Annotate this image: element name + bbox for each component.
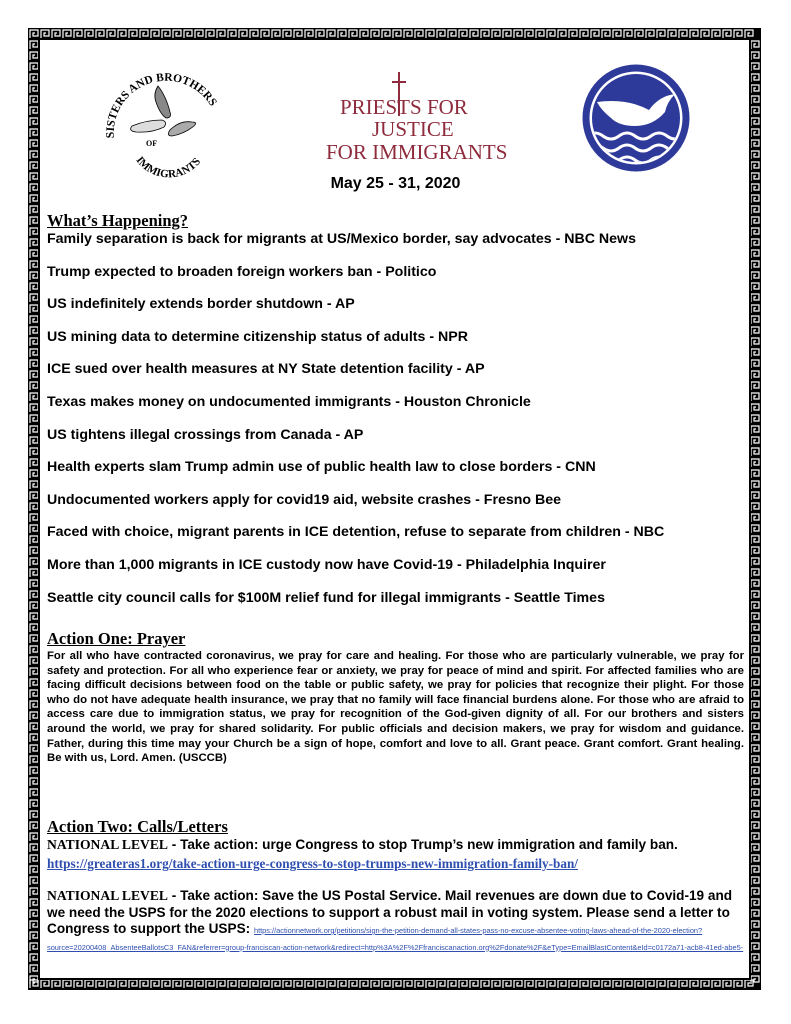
action-item-1 bbox=[47, 835, 747, 873]
news-item: Health experts slam Trump admin use of public health law to close borders - CNN bbox=[47, 459, 596, 476]
news-item: Undocumented workers apply for covid19 aid, website crashes - Fresno Bee bbox=[47, 491, 562, 508]
whats-happening-section bbox=[47, 212, 747, 621]
logo-left-text-mid: OF bbox=[146, 139, 158, 148]
news-item: Faced with choice, migrant parents in ICE detention, refuse to separate from children - NBC bbox=[47, 524, 665, 541]
action-item-1-link[interactable]: https://greateras1.org/take-action-urge-congress-to-stop-trumps-new-immigration-family-ban/ bbox=[47, 856, 578, 871]
logo-mid-line3: FOR IMMIGRANTS bbox=[326, 140, 508, 164]
news-item: Trump expected to broaden foreign workers ban - Politico bbox=[47, 263, 437, 280]
action-item-2 bbox=[47, 888, 747, 954]
action-item-2-level: NATIONAL LEVEL bbox=[47, 888, 168, 903]
news-item: Seattle city council calls for $100M relief fund for illegal immigrants - Seattle Times bbox=[47, 589, 605, 606]
logo-left-text-bottom: IMMIGRANTS bbox=[133, 154, 204, 180]
news-item: US tightens illegal crossings from Canada - AP bbox=[47, 426, 364, 443]
news-item: Texas makes money on undocumented immigrants - Houston Chronicle bbox=[47, 393, 531, 410]
news-item: Family separation is back for migrants at US/Mexico border, say advocates - NBC News bbox=[47, 231, 636, 247]
priests-for-justice-logo bbox=[326, 70, 508, 168]
dove-logo bbox=[583, 62, 689, 174]
news-item: More than 1,000 migrants in ICE custody now have Covid-19 - Philadelphia Inquirer bbox=[47, 556, 606, 573]
sisters-brothers-logo bbox=[96, 68, 234, 180]
action-one-heading: Action One: Prayer bbox=[47, 629, 186, 648]
logo-mid-line2: JUSTICE bbox=[372, 117, 454, 141]
action-item-2-text: - Take action: Save the US Postal Service. Mail revenues are down due to Covid-19 and we need the USPS for the 2020 elections to support a robust mail in voting system. Please send a letter to Congress to support the USPS: bbox=[47, 888, 733, 936]
logo-mid-line1: PRIESTS FOR bbox=[340, 95, 468, 119]
prayer-text: For all who have contracted coronavirus, we pray for care and healing. For those who are particularly vulnerable, we pray for safety and protection. For all who experience fear or anxiety, we pray for peace of mind and spirit. For affected families who are facing difficult decisions between food on the table or public safety, we pray for policies that recognize their plight. For those who do not have adequate health insurance, we pray that no family will face financial burdens alone. For those who are afraid to access care due to immigration status, we pray for recognition of the God-given dignity of all. For our brothers and sisters around the world, we pray for shared solidarity. For public officials and decision makers, we pray for wisdom and guidance. Father, during this time may your Church be a sign of hope, comfort and love to all. Grant peace. Grant comfort. Grant healing. Be with us, Lord. Amen. (USCCB) bbox=[47, 650, 744, 765]
action-item-2-link[interactable]: https://actionnetwork.org/petitions/sign-the-petition-demand-all-states-pass-no-excuse-absentee-voting-laws-ahead-of-the-2020-election?source=20200408_AbsenteeBallotsC3_FAN&referrer=group-franciscan-action-network&redirect=http%3A%2F%2Ffranciscanaction.org%2Fdonate%2F&eType=EmailBlastContent&eId=c0172a71-acb8-41ed-abe5- bbox=[47, 926, 744, 952]
news-item: US mining data to determine citizenship status of adults - NPR bbox=[47, 328, 468, 345]
action-two-heading: Action Two: Calls/Letters bbox=[47, 817, 228, 836]
action-item-1-level: NATIONAL LEVEL bbox=[47, 837, 168, 852]
news-list bbox=[47, 230, 747, 621]
whats-happening-heading: What’s Happening? bbox=[47, 211, 189, 230]
news-item: US indefinitely extends border shutdown - AP bbox=[47, 296, 355, 313]
action-item-1-text: - Take action: urge Congress to stop Trump’s new immigration and family ban. bbox=[168, 837, 678, 852]
logo-left-text-top: SISTERS AND BROTHERS bbox=[104, 71, 219, 139]
news-item: ICE sued over health measures at NY State detention facility - AP bbox=[47, 361, 485, 378]
date-range: May 25 - 31, 2020 bbox=[330, 175, 461, 192]
